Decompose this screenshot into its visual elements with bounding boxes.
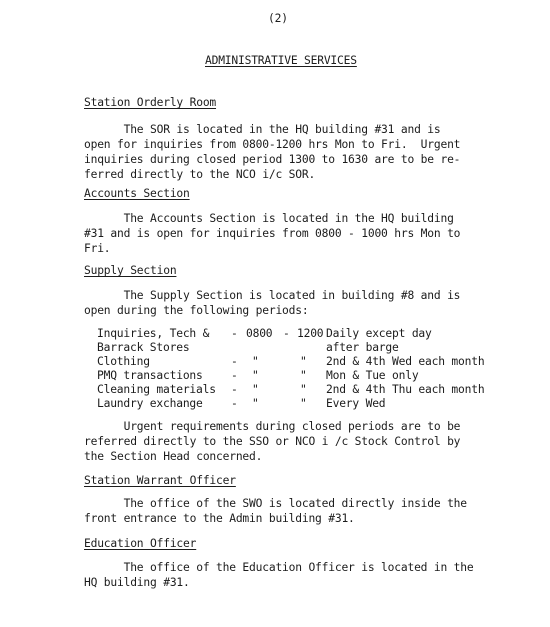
table-cell-from: " (252, 383, 259, 396)
paragraph-line: the Section Head concerned. (84, 450, 263, 463)
table-cell-dash: - (231, 327, 238, 340)
table-cell-item: Laundry exchange (97, 397, 203, 410)
paragraph-line: Fri. (84, 242, 111, 255)
table-cell-days: Mon & Tue only (326, 369, 419, 382)
main-heading: ADMINISTRATIVE SERVICES (205, 54, 357, 67)
paragraph-line: The office of the Education Officer is located in the (84, 561, 474, 574)
table-cell-to: " (300, 355, 307, 368)
paragraph-line: The office of the SWO is located directly inside the (84, 497, 467, 510)
table-cell-from: " (252, 355, 259, 368)
table-cell-days: Daily except day (326, 327, 432, 340)
paragraph-line: ferred directly to the NCO i/c SOR. (84, 168, 316, 181)
table-cell-item: Inquiries, Tech & (97, 327, 210, 340)
paragraph-line: The Accounts Section is located in the HQ building (84, 212, 454, 225)
table-cell-item: Cleaning materials (97, 383, 216, 396)
page-number: (2) (268, 12, 288, 25)
paragraph-line: HQ building #31. (84, 576, 190, 589)
table-cell-dash: - (231, 383, 238, 396)
paragraph-line: #31 and is open for inquiries from 0800 - 1000 hrs Mon to (84, 227, 461, 240)
paragraph-line: The SOR is located in the HQ building #31 and is (84, 123, 441, 136)
section-heading: Education Officer (84, 537, 197, 550)
paragraph-line: Urgent requirements during closed periods are to be (84, 420, 461, 433)
table-cell-from: 0800 (246, 327, 273, 340)
paragraph-line: open for inquiries from 0800-1200 hrs Mon to Fri. Urgent (84, 138, 461, 151)
table-cell-to: " (300, 397, 307, 410)
table-cell-item: Clothing (97, 355, 150, 368)
table-cell-from: " (252, 397, 259, 410)
table-cell-to: 1200 (297, 327, 324, 340)
table-cell-from: " (252, 369, 259, 382)
table-cell-item: Barrack Stores (97, 341, 190, 354)
section-heading: Station Warrant Officer (84, 474, 236, 487)
paragraph-line: The Supply Section is located in building #8 and is (84, 289, 461, 302)
table-cell-days: after barge (326, 341, 399, 354)
section-heading: Station Orderly Room (84, 96, 217, 109)
table-cell-item: PMQ transactions (97, 369, 203, 382)
table-cell-dash: - (231, 369, 238, 382)
table-cell-sep: - (283, 327, 290, 340)
table-cell-days: Every Wed (326, 397, 386, 410)
paragraph-line: front entrance to the Admin building #31. (84, 512, 355, 525)
table-cell-dash: - (231, 397, 238, 410)
paragraph-line: referred directly to the SSO or NCO i /c Stock Control by (84, 435, 461, 448)
paragraph-line: open during the following periods: (84, 304, 309, 317)
section-heading: Accounts Section (84, 187, 190, 200)
table-cell-dash: - (231, 355, 238, 368)
table-cell-days: 2nd & 4th Thu each month (326, 383, 485, 396)
section-heading: Supply Section (84, 264, 177, 277)
table-cell-days: 2nd & 4th Wed each month (326, 355, 485, 368)
table-cell-to: " (300, 369, 307, 382)
paragraph-line: inquiries during closed period 1300 to 1630 are to be re- (84, 153, 461, 166)
table-cell-to: " (300, 383, 307, 396)
